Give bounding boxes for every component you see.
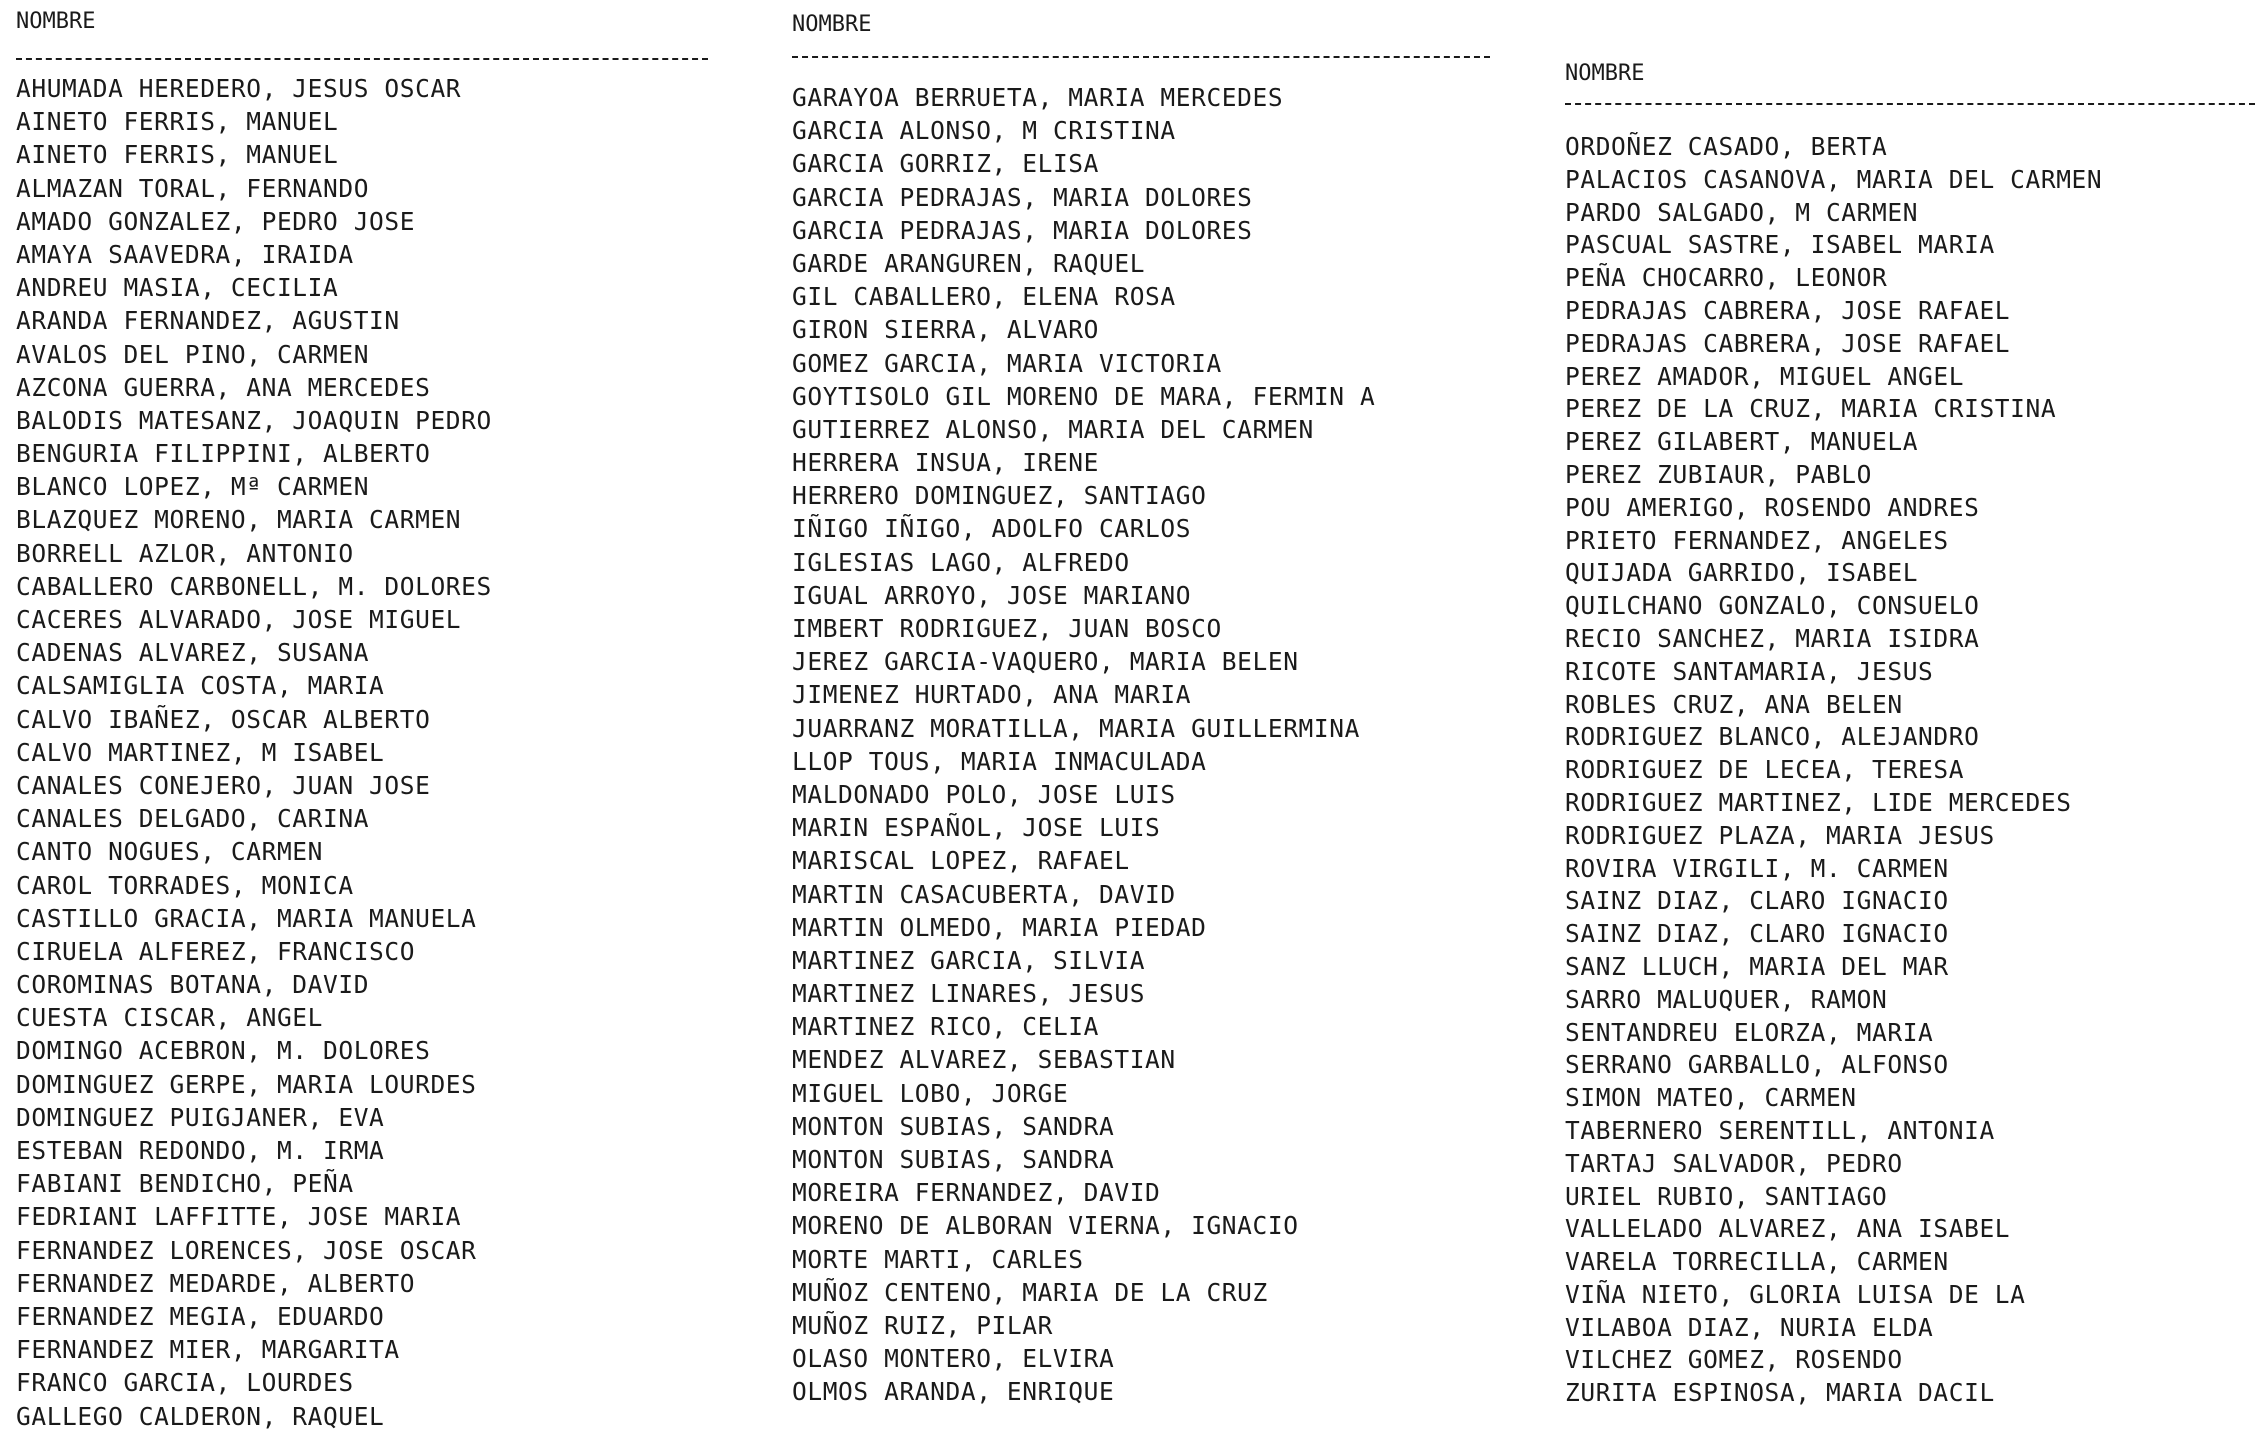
name-entry: AHUMADA HEREDERO, JESUS OSCAR (16, 74, 462, 103)
name-entry: MARTINEZ RICO, CELIA (792, 1012, 1100, 1042)
name-entry: FERNANDEZ MIER, MARGARITA (16, 1335, 400, 1365)
name-entry: GIRON SIERRA, ALVARO (792, 315, 1100, 345)
name-entry: BENGURIA FILIPPINI, ALBERTO (16, 439, 431, 469)
column-header: NOMBRE (16, 9, 96, 34)
name-entry: PEREZ ZUBIAUR, PABLO (1565, 459, 1873, 489)
name-entry: MONTON SUBIAS, SANDRA (792, 1111, 1115, 1141)
name-entry: HERRERO DOMINGUEZ, SANTIAGO (792, 481, 1207, 511)
name-entry: CANTO NOGUES, CARMEN (16, 837, 324, 867)
name-entry: CADENAS ALVAREZ, SUSANA (16, 638, 370, 668)
name-entry: SAINZ DIAZ, CLARO IGNACIO (1565, 919, 1949, 949)
name-entry: GOMEZ GARCIA, MARIA VICTORIA (792, 348, 1222, 378)
name-entry: BORRELL AZLOR, ANTONIO (16, 538, 354, 568)
name-entry: TABERNERO SERENTILL, ANTONIA (1565, 1115, 1995, 1145)
name-list (792, 81, 1375, 1409)
name-entry: VILCHEZ GOMEZ, ROSENDO (1565, 1345, 1903, 1375)
name-entry: SIMON MATEO, CARMEN (1565, 1083, 1857, 1113)
name-entry: MALDONADO POLO, JOSE LUIS (792, 779, 1176, 809)
name-entry: CALSAMIGLIA COSTA, MARIA (16, 671, 385, 701)
name-entry: GOYTISOLO GIL MORENO DE MARA, FERMIN A (792, 381, 1376, 411)
name-entry: JIMENEZ HURTADO, ANA MARIA (792, 680, 1192, 710)
name-entry: BLANCO LOPEZ, Mª CARMEN (16, 472, 370, 502)
name-entry: AMADO GONZALEZ, PEDRO JOSE (16, 206, 416, 236)
name-entry: DOMINGUEZ GERPE, MARIA LOURDES (16, 1069, 477, 1099)
name-entry: RODRIGUEZ PLAZA, MARIA JESUS (1565, 820, 1995, 850)
name-entry: RECIO SANCHEZ, MARIA ISIDRA (1565, 623, 1980, 653)
name-entry: OLMOS ARANDA, ENRIQUE (792, 1377, 1115, 1407)
name-entry: MARTIN OLMEDO, MARIA PIEDAD (792, 912, 1207, 942)
name-entry: GUTIERREZ ALONSO, MARIA DEL CARMEN (792, 414, 1314, 444)
name-entry: FERNANDEZ MEDARDE, ALBERTO (16, 1268, 416, 1298)
name-entry: ROVIRA VIRGILI, M. CARMEN (1565, 853, 1949, 883)
name-entry: GARDE ARANGUREN, RAQUEL (792, 248, 1146, 278)
name-entry: MARTIN CASACUBERTA, DAVID (792, 879, 1176, 909)
name-entry: SERRANO GARBALLO, ALFONSO (1565, 1050, 1949, 1080)
name-entry: SARRO MALUQUER, RAMON (1565, 984, 1888, 1014)
name-entry: MARTINEZ LINARES, JESUS (792, 979, 1146, 1009)
name-entry: BLAZQUEZ MORENO, MARIA CARMEN (16, 505, 462, 535)
name-entry: CIRUELA ALFEREZ, FRANCISCO (16, 936, 416, 966)
name-entry: GARCIA GORRIZ, ELISA (792, 149, 1100, 179)
name-entry: MOREIRA FERNANDEZ, DAVID (792, 1178, 1161, 1208)
name-entry: IMBERT RODRIGUEZ, JUAN BOSCO (792, 614, 1222, 643)
dashed-divider (792, 56, 1490, 58)
name-entry: IGUAL ARROYO, JOSE MARIANO (792, 580, 1192, 610)
name-entry: DOMINGUEZ PUIGJANER, EVA (16, 1102, 385, 1132)
name-entry: ZURITA ESPINOSA, MARIA DACIL (1565, 1378, 1995, 1408)
name-entry: RODRIGUEZ MARTINEZ, LIDE MERCEDES (1565, 787, 2072, 817)
name-entry: TARTAJ SALVADOR, PEDRO (1565, 1148, 1903, 1178)
name-entry: PRIETO FERNANDEZ, ANGELES (1565, 525, 1949, 555)
column-header: NOMBRE (792, 12, 872, 37)
name-entry: PEREZ AMADOR, MIGUEL ANGEL (1565, 361, 1965, 391)
name-entry: MORENO DE ALBORAN VIERNA, IGNACIO (792, 1211, 1299, 1241)
name-entry: MIGUEL LOBO, JORGE (792, 1078, 1069, 1108)
name-entry: JUARRANZ MORATILLA, MARIA GUILLERMINA (792, 713, 1360, 743)
name-entry: ARANDA FERNANDEZ, AGUSTIN (16, 306, 400, 336)
name-entry: LLOP TOUS, MARIA INMACULADA (792, 746, 1207, 776)
name-entry: RODRIGUEZ BLANCO, ALEJANDRO (1565, 722, 1980, 752)
name-entry: MARTINEZ GARCIA, SILVIA (792, 945, 1146, 975)
name-entry: SENTANDREU ELORZA, MARIA (1565, 1017, 1934, 1047)
name-entry: CANALES DELGADO, CARINA (16, 804, 370, 834)
name-entry: AVALOS DEL PINO, CARMEN (16, 339, 370, 369)
name-entry: FABIANI BENDICHO, PEÑA (16, 1169, 354, 1199)
name-entry: COROMINAS BOTANA, DAVID (16, 970, 370, 1000)
name-entry: CALVO IBAÑEZ, OSCAR ALBERTO (16, 704, 431, 734)
name-entry: QUIJADA GARRIDO, ISABEL (1565, 558, 1919, 588)
name-entry: RICOTE SANTAMARIA, JESUS (1565, 656, 1934, 686)
name-list (1565, 131, 2102, 1410)
name-entry: SAINZ DIAZ, CLARO IGNACIO (1565, 886, 1949, 916)
name-entry: GARCIA PEDRAJAS, MARIA DOLORES (792, 215, 1253, 245)
name-entry: GARCIA PEDRAJAS, MARIA DOLORES (792, 182, 1253, 212)
name-entry: ROBLES CRUZ, ANA BELEN (1565, 689, 1903, 719)
name-entry: PASCUAL SASTRE, ISABEL MARIA (1565, 230, 1995, 260)
name-entry: MUÑOZ RUIZ, PILAR (792, 1310, 1053, 1340)
name-entry: VARELA TORRECILLA, CARMEN (1565, 1247, 1949, 1277)
name-list (16, 72, 492, 1433)
name-entry: AMAYA SAAVEDRA, IRAIDA (16, 239, 354, 269)
name-entry: CASTILLO GRACIA, MARIA MANUELA (16, 903, 477, 933)
dashed-divider (16, 58, 708, 60)
name-entry: PEREZ GILABERT, MANUELA (1565, 427, 1919, 457)
name-entry: JEREZ GARCIA-VAQUERO, MARIA BELEN (792, 647, 1299, 677)
name-entry: VIÑA NIETO, GLORIA LUISA DE LA (1565, 1279, 2026, 1309)
dashed-divider (1565, 103, 2255, 105)
name-entry: AINETO FERRIS, MANUEL (16, 140, 339, 170)
name-entry: CALVO MARTINEZ, M ISABEL (16, 737, 385, 767)
name-entry: PARDO SALGADO, M CARMEN (1565, 197, 1919, 227)
name-entry: AINETO FERRIS, MANUEL (16, 107, 339, 137)
name-entry: MONTON SUBIAS, SANDRA (792, 1145, 1115, 1174)
name-entry: URIEL RUBIO, SANTIAGO (1565, 1181, 1888, 1211)
name-entry: QUILCHANO GONZALO, CONSUELO (1565, 591, 1980, 621)
name-entry: IÑIGO IÑIGO, ADOLFO CARLOS (792, 514, 1192, 544)
name-entry: ALMAZAN TORAL, FERNANDO (16, 173, 370, 203)
name-entry: SANZ LLUCH, MARIA DEL MAR (1565, 951, 1949, 981)
name-entry: HERRERA INSUA, IRENE (792, 448, 1100, 478)
name-entry: RODRIGUEZ DE LECEA, TERESA (1565, 755, 1965, 785)
name-entry: ORDOÑEZ CASADO, BERTA (1565, 132, 1888, 161)
name-entry: CANALES CONEJERO, JUAN JOSE (16, 770, 431, 800)
name-entry: OLASO MONTERO, ELVIRA (792, 1344, 1115, 1374)
name-entry: FEDRIANI LAFFITTE, JOSE MARIA (16, 1202, 462, 1232)
name-entry: MORTE MARTI, CARLES (792, 1244, 1084, 1274)
name-entry: ESTEBAN REDONDO, M. IRMA (16, 1136, 385, 1165)
name-entry: ANDREU MASIA, CECILIA (16, 273, 339, 303)
name-entry: PEDRAJAS CABRERA, JOSE RAFAEL (1565, 328, 2011, 358)
name-entry: MENDEZ ALVAREZ, SEBASTIAN (792, 1045, 1176, 1075)
name-entry: PEDRAJAS CABRERA, JOSE RAFAEL (1565, 295, 2011, 325)
name-entry: PEÑA CHOCARRO, LEONOR (1565, 263, 1888, 293)
name-entry: POU AMERIGO, ROSENDO ANDRES (1565, 492, 1980, 522)
name-entry: FRANCO GARCIA, LOURDES (16, 1368, 354, 1398)
name-entry: CACERES ALVARADO, JOSE MIGUEL (16, 605, 462, 634)
name-entry: DOMINGO ACEBRON, M. DOLORES (16, 1036, 431, 1066)
name-entry: GARAYOA BERRUETA, MARIA MERCEDES (792, 83, 1284, 112)
name-entry: PALACIOS CASANOVA, MARIA DEL CARMEN (1565, 164, 2103, 194)
name-entry: BALODIS MATESANZ, JOAQUIN PEDRO (16, 405, 492, 435)
name-entry: FERNANDEZ MEGIA, EDUARDO (16, 1301, 385, 1331)
name-entry: MUÑOZ CENTENO, MARIA DE LA CRUZ (792, 1277, 1268, 1307)
name-entry: GALLEGO CALDERON, RAQUEL (16, 1401, 385, 1431)
name-entry: CUESTA CISCAR, ANGEL (16, 1003, 324, 1033)
name-entry: CABALLERO CARBONELL, M. DOLORES (16, 571, 492, 601)
name-entry: VALLELADO ALVAREZ, ANA ISABEL (1565, 1214, 2011, 1244)
name-entry: GARCIA ALONSO, M CRISTINA (792, 116, 1176, 146)
name-entry: CAROL TORRADES, MONICA (16, 870, 354, 900)
name-entry: FERNANDEZ LORENCES, JOSE OSCAR (16, 1235, 477, 1265)
column-header: NOMBRE (1565, 61, 1645, 86)
name-entry: AZCONA GUERRA, ANA MERCEDES (16, 372, 431, 402)
name-entry: VILABOA DIAZ, NURIA ELDA (1565, 1312, 1934, 1342)
name-entry: IGLESIAS LAGO, ALFREDO (792, 547, 1130, 577)
name-entry: PEREZ DE LA CRUZ, MARIA CRISTINA (1565, 394, 2057, 424)
name-entry: MARISCAL LOPEZ, RAFAEL (792, 846, 1130, 876)
name-entry: GIL CABALLERO, ELENA ROSA (792, 282, 1176, 312)
name-entry: MARIN ESPAÑOL, JOSE LUIS (792, 813, 1161, 843)
